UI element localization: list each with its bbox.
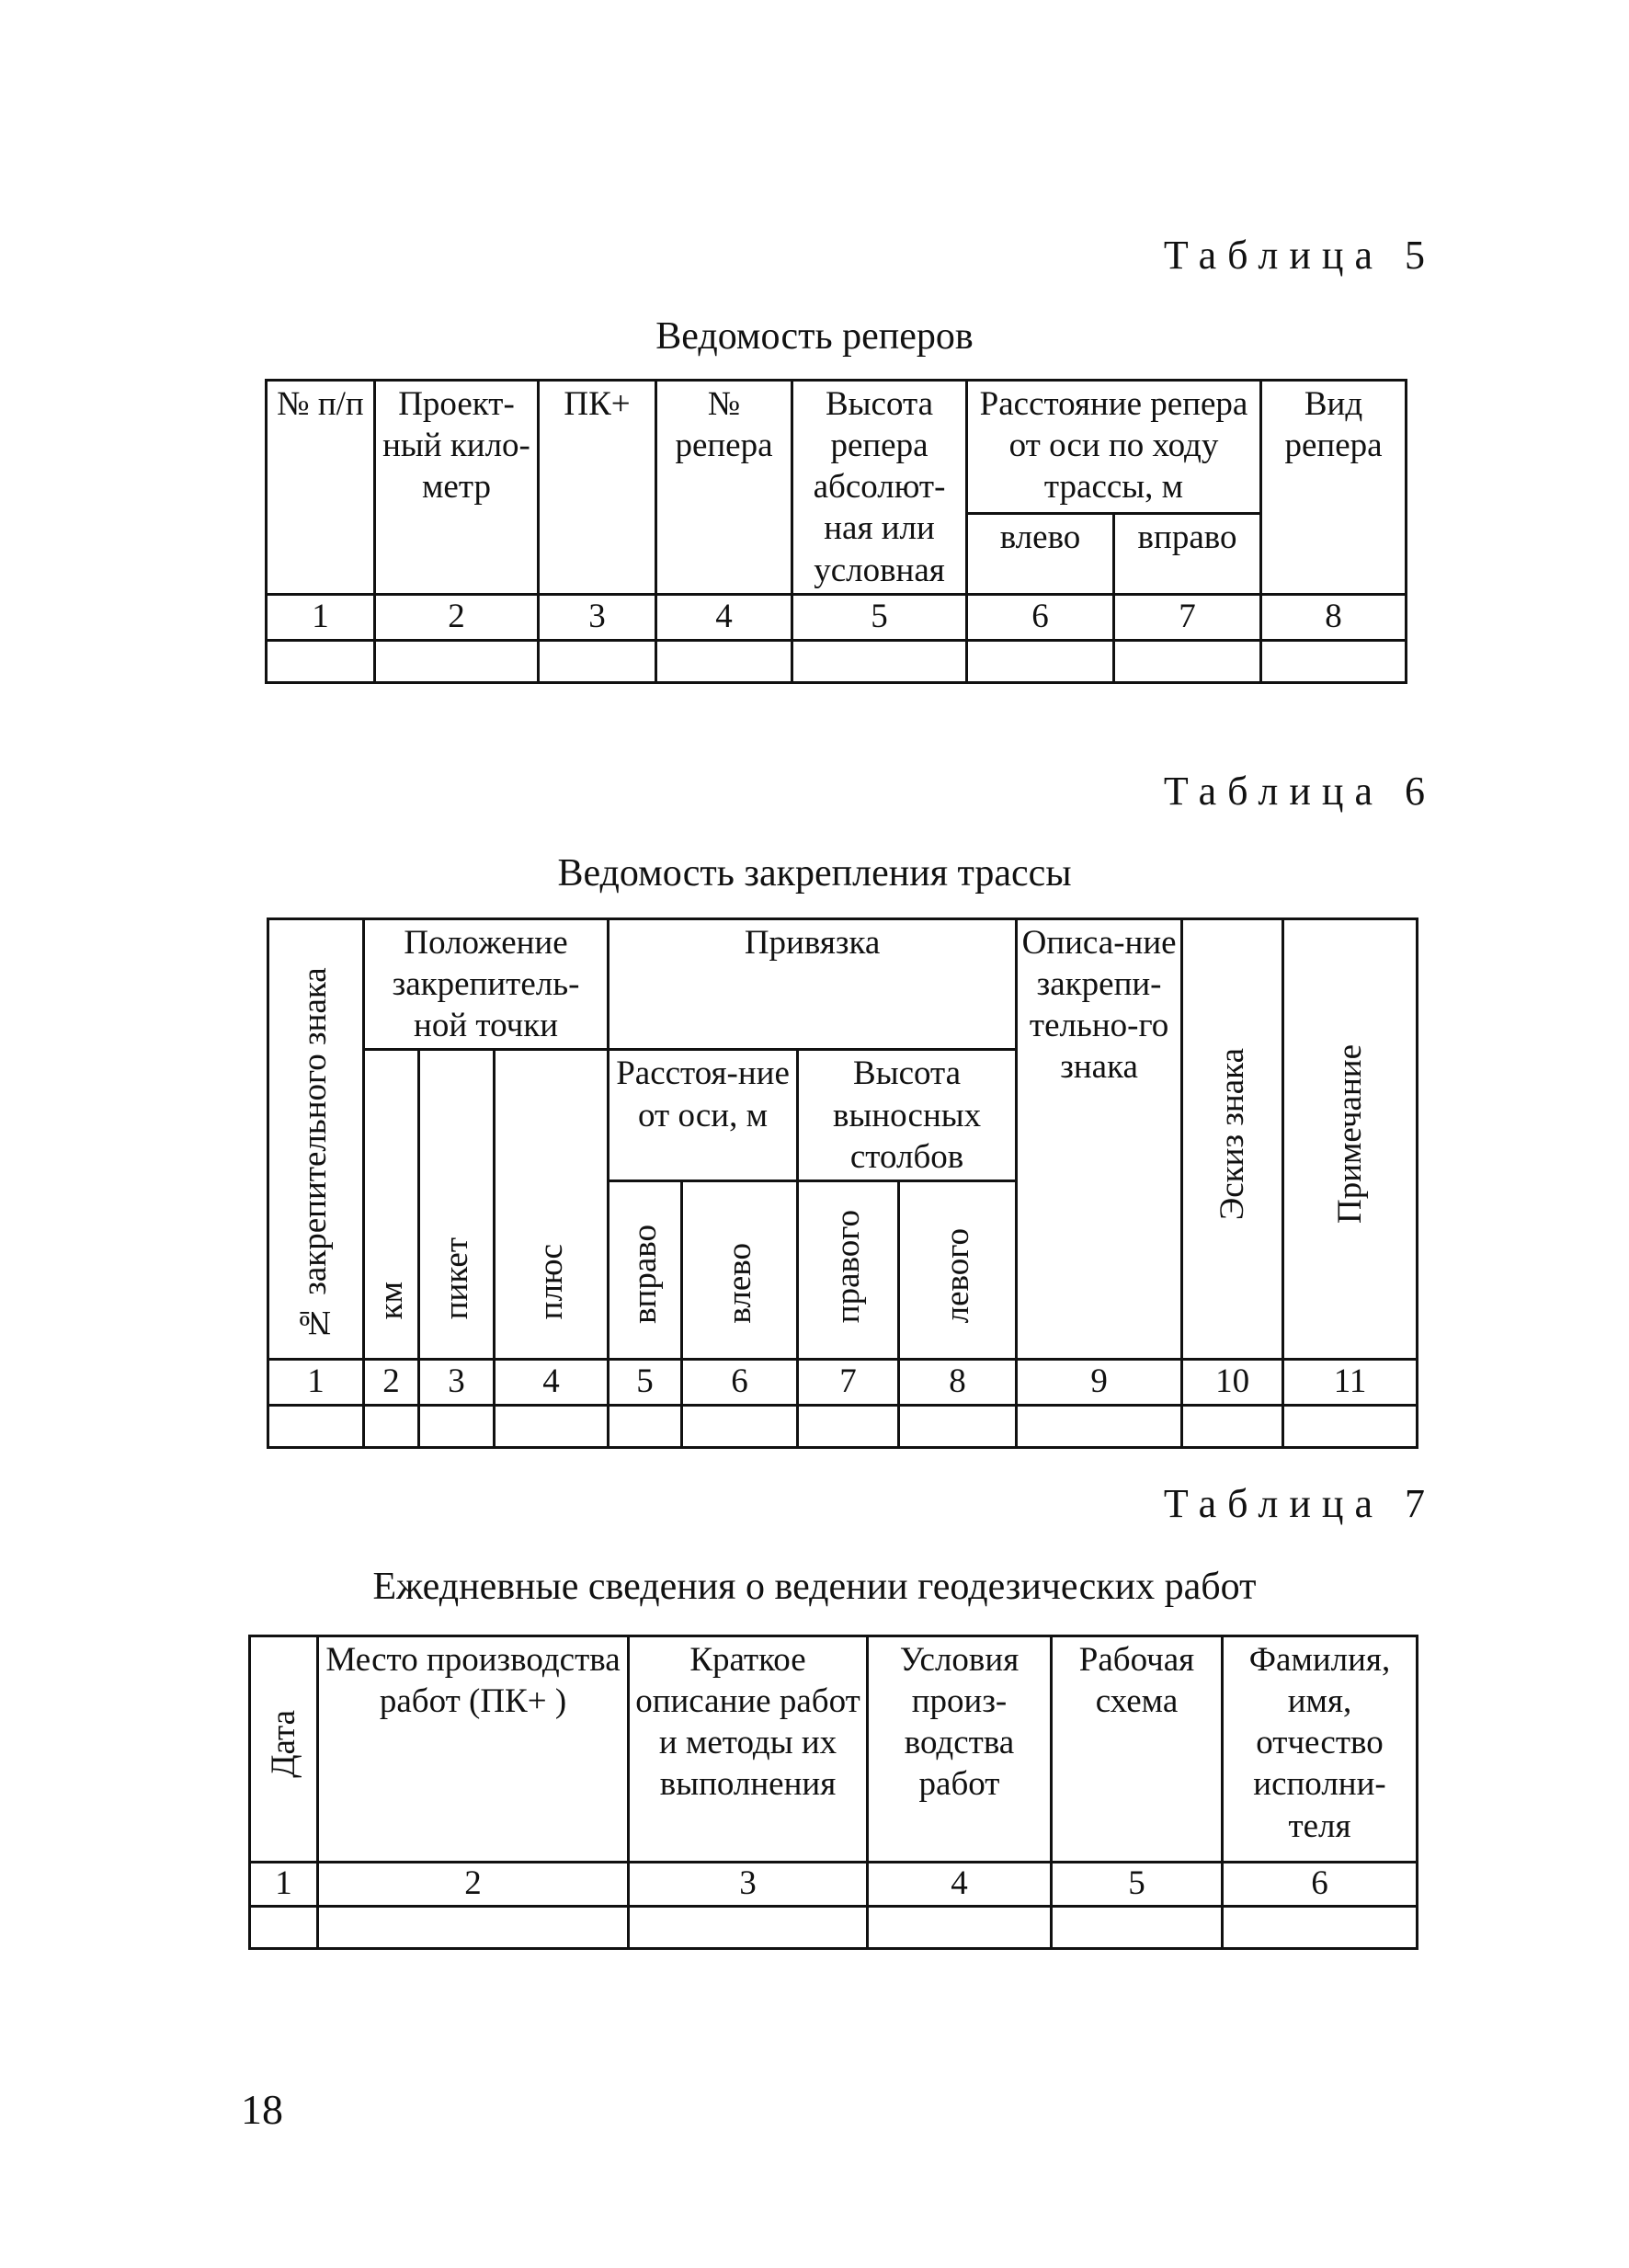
t6-h-right-pillar [798, 1180, 899, 1359]
t6-h-left-text: влево [720, 1243, 758, 1324]
t6-h-sign-no-text: № закрепительного знака [296, 967, 335, 1341]
t5-h-benchmark-no: № репера [656, 381, 792, 595]
t5-num: 3 [539, 594, 656, 640]
t5-num: 5 [792, 594, 967, 640]
t6-h-left-pillar-text: левого [938, 1228, 976, 1324]
t6-h-left [682, 1180, 798, 1359]
t5-h-height: Высота репера абсолют-ная или условная [792, 381, 967, 595]
t6-cell [609, 1405, 682, 1447]
t6-h-description: Описа-ние закрепи-тельно-го знака [1017, 919, 1182, 1360]
table7 [248, 1635, 1418, 1950]
t6-h-note [1283, 919, 1418, 1360]
t7-h-scheme: Рабочая схема [1052, 1636, 1223, 1863]
table6-label: Таблица 6 [1163, 769, 1436, 814]
t6-number-row [268, 1359, 1418, 1405]
t5-cell [967, 640, 1114, 682]
t5-h-right: вправо [1114, 514, 1261, 595]
t6-h-sketch [1182, 919, 1283, 1360]
t6-h-binding: Привязка [609, 919, 1017, 1050]
t6-cell [899, 1405, 1017, 1447]
t6-cell [268, 1405, 364, 1447]
t7-cell [629, 1907, 868, 1949]
t5-h-distance: Расстояние репера от оси по ходу трассы, м [967, 381, 1261, 514]
t7-empty-row [250, 1907, 1418, 1949]
t6-cell [1017, 1405, 1182, 1447]
t7-cell [868, 1907, 1052, 1949]
t6-num: 2 [364, 1359, 419, 1405]
t7-h-date [250, 1636, 318, 1863]
t6-h-sign-no [268, 919, 364, 1360]
t5-num: 8 [1261, 594, 1407, 640]
t6-cell [364, 1405, 419, 1447]
t6-h-picket [419, 1050, 495, 1359]
t6-h-distance: Расстоя-ние от оси, м [609, 1050, 798, 1180]
table6 [267, 917, 1418, 1449]
t5-cell [539, 640, 656, 682]
t5-num: 7 [1114, 594, 1261, 640]
t5-cell [267, 640, 375, 682]
t7-num: 1 [250, 1863, 318, 1907]
t7-h-date-text: Дата [264, 1710, 302, 1778]
t5-h-pk: ПК+ [539, 381, 656, 595]
t5-h-project-km: Проект-ный кило-метр [375, 381, 539, 595]
t6-h-right-pillar-text: правого [828, 1210, 867, 1324]
table7-title: Ежедневные сведения о ведении геодезических работ [372, 1566, 1257, 1608]
t5-cell [656, 640, 792, 682]
t5-cell [375, 640, 539, 682]
t7-cell [1223, 1907, 1418, 1949]
t7-num: 6 [1223, 1863, 1418, 1907]
t7-cell [250, 1907, 318, 1949]
t7-number-row [250, 1863, 1418, 1907]
t6-empty-row [268, 1405, 1418, 1447]
t6-h-sketch-text: Эскиз знака [1213, 1047, 1252, 1220]
table6-title: Ведомость закрепления трассы [557, 852, 1072, 895]
t7-cell [1052, 1907, 1223, 1949]
t6-cell [1182, 1405, 1283, 1447]
t7-num: 2 [318, 1863, 629, 1907]
t6-num: 8 [899, 1359, 1017, 1405]
table5-label: Таблица 5 [1163, 233, 1436, 278]
t6-h-pillar-height: Высота выносных столбов [798, 1050, 1017, 1180]
t5-cell [1261, 640, 1407, 682]
t5-number-row [267, 594, 1407, 640]
t6-num: 4 [495, 1359, 609, 1405]
t6-h-plus [495, 1050, 609, 1359]
t5-h-type: Вид репера [1261, 381, 1407, 595]
t6-cell [419, 1405, 495, 1447]
t6-num: 5 [609, 1359, 682, 1405]
t5-num: 6 [967, 594, 1114, 640]
t6-num: 7 [798, 1359, 899, 1405]
t6-num: 11 [1283, 1359, 1418, 1405]
t6-h-km [364, 1050, 419, 1359]
t6-h-km-text: км [371, 1282, 410, 1320]
table5 [265, 379, 1407, 684]
t7-num: 4 [868, 1863, 1052, 1907]
t6-num: 6 [682, 1359, 798, 1405]
table7-label: Таблица 7 [1163, 1481, 1436, 1526]
t5-empty-row [267, 640, 1407, 682]
t6-h-right [609, 1180, 682, 1359]
t7-h-description: Краткое описание работ и методы их выполнения [629, 1636, 868, 1863]
t5-h-left: влево [967, 514, 1114, 595]
t5-num: 1 [267, 594, 375, 640]
t6-h-plus-text: плюс [531, 1244, 570, 1320]
t6-num: 10 [1182, 1359, 1283, 1405]
t5-num: 4 [656, 594, 792, 640]
t5-h-number: № п/п [267, 381, 375, 595]
t6-cell [1283, 1405, 1418, 1447]
t6-cell [495, 1405, 609, 1447]
t6-num: 9 [1017, 1359, 1182, 1405]
t7-h-place: Место производства работ (ПК+ ) [318, 1636, 629, 1863]
t7-num: 3 [629, 1863, 868, 1907]
t6-h-right-text: вправо [625, 1224, 664, 1324]
t6-cell [682, 1405, 798, 1447]
t6-h-position: Положение закрепитель-ной точки [364, 919, 609, 1050]
t7-h-executor: Фамилия, имя, отчество исполни-теля [1223, 1636, 1418, 1863]
t6-h-picket-text: пикет [437, 1237, 475, 1320]
t7-num: 5 [1052, 1863, 1223, 1907]
table5-title: Ведомость реперов [655, 315, 974, 358]
t7-h-conditions: Условия произ-водства работ [868, 1636, 1052, 1863]
page-number: 18 [241, 2086, 283, 2133]
t6-cell [798, 1405, 899, 1447]
t6-num: 3 [419, 1359, 495, 1405]
t5-num: 2 [375, 594, 539, 640]
t6-h-left-pillar [899, 1180, 1017, 1359]
t5-cell [1114, 640, 1261, 682]
t6-h-note-text: Примечание [1331, 1043, 1370, 1224]
t7-cell [318, 1907, 629, 1949]
t5-cell [792, 640, 967, 682]
t6-num: 1 [268, 1359, 364, 1405]
